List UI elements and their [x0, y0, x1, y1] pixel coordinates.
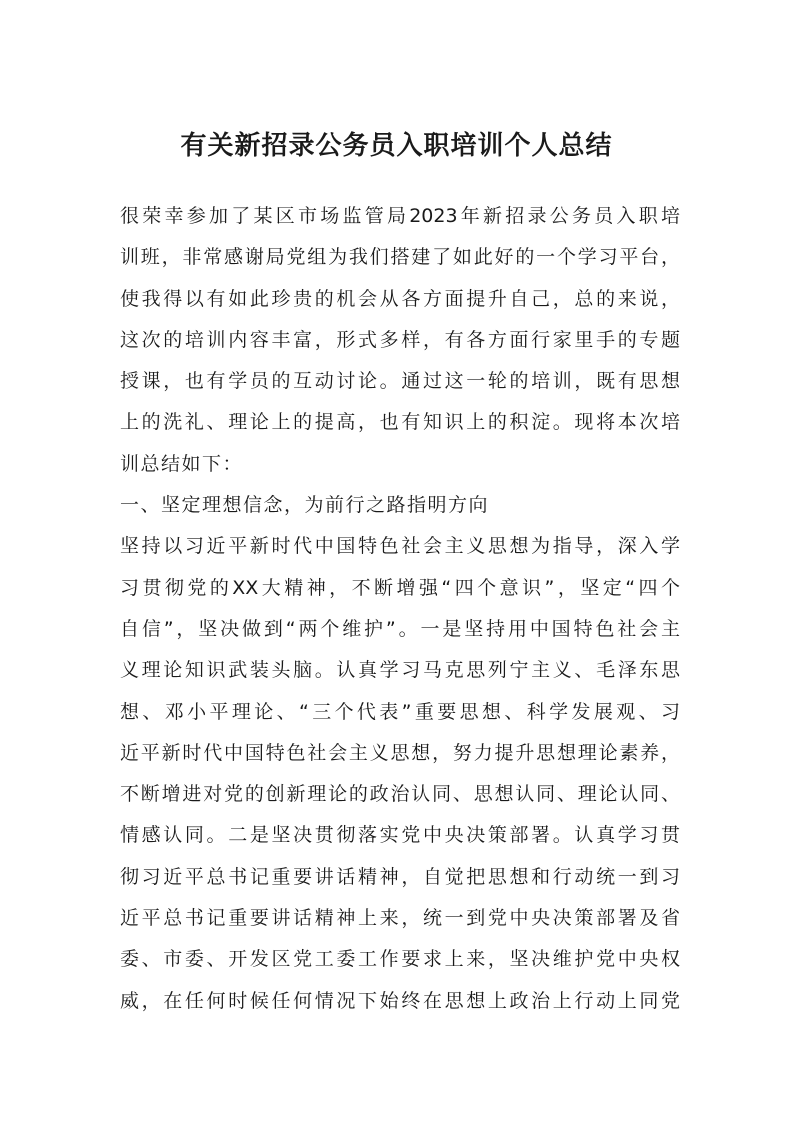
body-line: 训总结如下： — [120, 452, 244, 475]
body-line: 很荣幸参加了某区市场监管局2023年新招录公务员入职培 — [120, 205, 680, 227]
body-line: 情感认同。二是坚决贯彻落实党中央决策部署。认真学习贯 — [120, 824, 680, 847]
body-line: 想、邓小平理论、“三个代表”重要思想、科学发展观、习 — [120, 700, 680, 723]
section-heading: 一、坚定理想信念，为前行之路指明方向 — [120, 494, 490, 517]
body-line: 近平新时代中国特色社会主义思想，努力提升思想理论素养， — [120, 741, 680, 764]
body-line: 不断增进对党的创新理论的政治认同、思想认同、理论认同、 — [120, 783, 680, 806]
body-line: 使我得以有如此珍贵的机会从各方面提升自己，总的来说， — [120, 287, 680, 310]
body-line: 坚持以习近平新时代中国特色社会主义思想为指导，深入学 — [120, 535, 680, 558]
body-line: 上的洗礼、理论上的提高，也有知识上的积淀。现将本次培 — [120, 411, 680, 434]
body-line: 彻习近平总书记重要讲话精神，自觉把思想和行动统一到习 — [120, 865, 680, 888]
body-line: 自信”，坚决做到“两个维护”。一是坚持用中国特色社会主 — [120, 617, 680, 640]
body-line: 授课，也有学员的互动讨论。通过这一轮的培训，既有思想 — [120, 370, 680, 393]
body-line: 近平总书记重要讲话精神上来，统一到党中央决策部署及省 — [120, 907, 680, 930]
body-line: 习贯彻党的XX大精神，不断增强“四个意识”，坚定“四个 — [120, 576, 680, 599]
document-title: 有关新招录公务员入职培训个人总结 — [180, 131, 613, 161]
body-line: 威，在任何时候任何情况下始终在思想上政治上行动上同党 — [120, 989, 680, 1012]
body-line: 义理论知识武装头脑。认真学习马克思列宁主义、毛泽东思 — [120, 659, 680, 682]
body-line: 委、市委、开发区党工委工作要求上来，坚决维护党中央权 — [120, 948, 680, 971]
body-line: 训班，非常感谢局党组为我们搭建了如此好的一个学习平台， — [120, 246, 680, 269]
document-body — [120, 196, 680, 1022]
body-line: 这次的培训内容丰富，形式多样，有各方面行家里手的专题 — [120, 328, 680, 351]
